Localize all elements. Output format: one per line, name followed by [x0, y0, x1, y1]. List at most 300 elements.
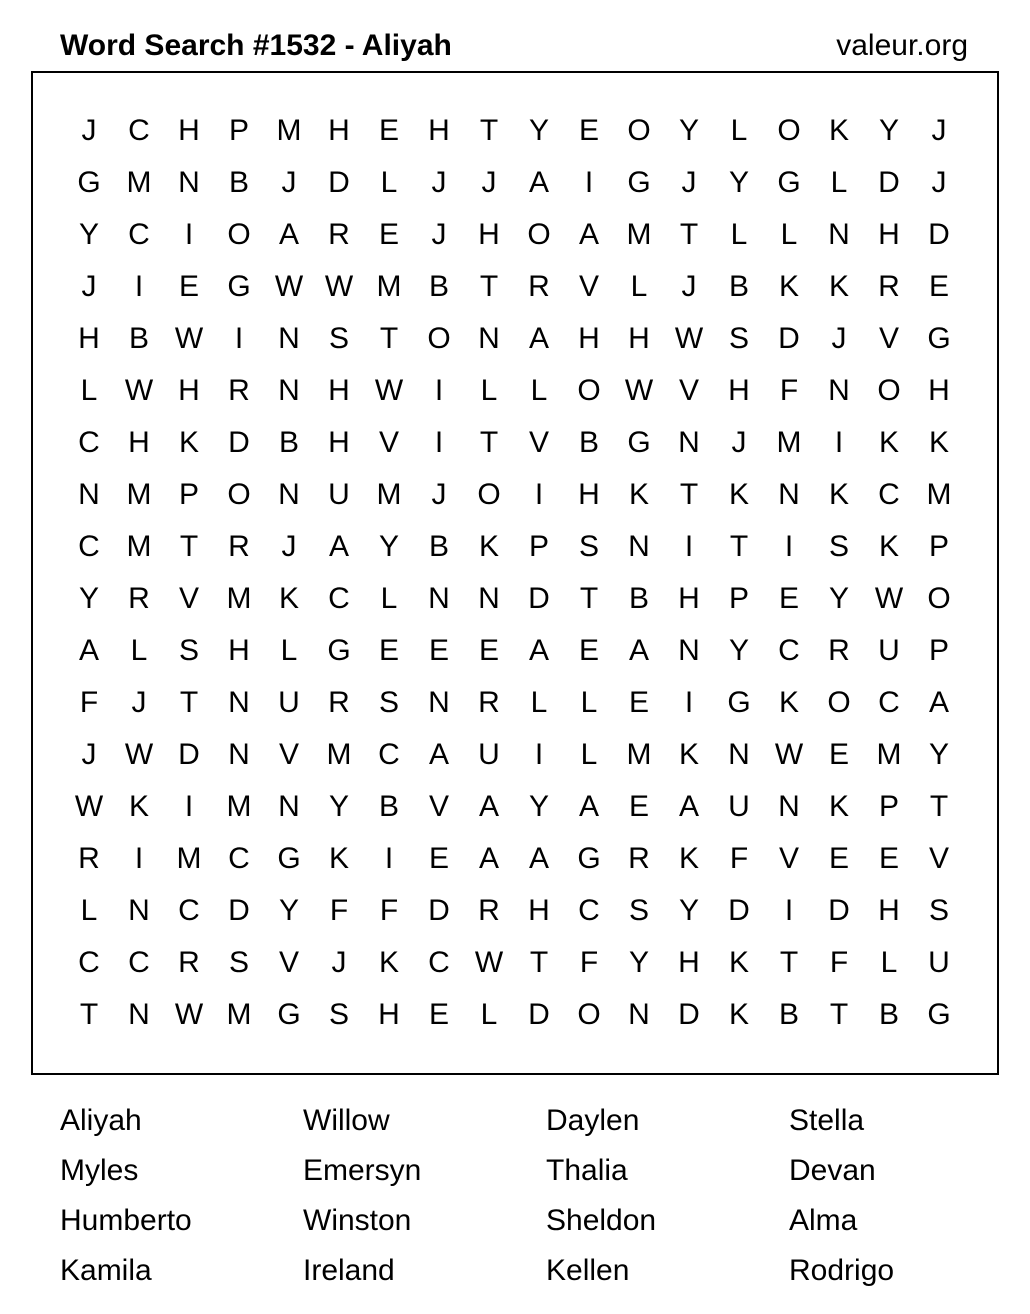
- grid-letter: I: [234, 322, 244, 355]
- grid-letter: F: [79, 686, 99, 719]
- grid-letter: N: [678, 426, 700, 459]
- grid-letter: K: [128, 790, 149, 823]
- grid-letter: R: [478, 894, 500, 927]
- grid-letter: G: [777, 166, 801, 199]
- grid-letter: B: [578, 426, 599, 459]
- grid-letter: S: [928, 894, 949, 927]
- grid-letter: N: [828, 374, 850, 407]
- grid-letter: R: [328, 686, 350, 719]
- grid-letter: R: [878, 270, 900, 303]
- grid-letter: M: [226, 790, 252, 823]
- grid-row: [64, 105, 964, 157]
- grid-letter: H: [928, 374, 950, 407]
- grid-letter: C: [578, 894, 600, 927]
- grid-letter: N: [78, 478, 100, 511]
- grid-letter: R: [628, 842, 650, 875]
- grid-letter: M: [626, 218, 652, 251]
- grid-letter: J: [81, 270, 97, 303]
- grid-letter: B: [428, 530, 449, 563]
- grid-letter: C: [178, 894, 200, 927]
- grid-letter: H: [678, 582, 700, 615]
- grid-letter: K: [378, 946, 399, 979]
- grid-letter: B: [128, 322, 149, 355]
- word-list-item: Aliyah: [60, 1104, 142, 1137]
- grid-letter: U: [728, 790, 750, 823]
- grid-letter: I: [434, 426, 444, 459]
- grid-letter: L: [880, 946, 898, 979]
- grid-letter: V: [878, 322, 899, 355]
- grid-letter: H: [578, 322, 600, 355]
- grid-letter: H: [128, 426, 150, 459]
- grid-letter: Y: [678, 894, 699, 927]
- grid-letter: J: [431, 166, 447, 199]
- grid-letter: W: [874, 582, 904, 615]
- grid-letter: K: [728, 478, 749, 511]
- grid-row: [64, 989, 964, 1041]
- grid-letter: J: [281, 530, 297, 563]
- grid-letter: K: [828, 790, 849, 823]
- grid-letter: W: [774, 738, 804, 771]
- grid-letter: W: [74, 790, 104, 823]
- grid-letter: B: [728, 270, 749, 303]
- grid-letter: H: [178, 374, 200, 407]
- grid-letter: S: [328, 998, 349, 1031]
- grid-letter: M: [776, 426, 802, 459]
- grid-letter: N: [828, 218, 850, 251]
- grid-letter: K: [728, 946, 749, 979]
- grid-letter: C: [878, 478, 900, 511]
- grid-letter: T: [679, 478, 699, 511]
- grid-letter: V: [578, 270, 599, 303]
- grid-letter: I: [434, 374, 444, 407]
- grid-letter: G: [277, 842, 301, 875]
- grid-letter: E: [928, 270, 949, 303]
- grid-letter: R: [528, 270, 550, 303]
- grid-letter: V: [428, 790, 449, 823]
- grid-letter: W: [124, 738, 154, 771]
- grid-letter: R: [128, 582, 150, 615]
- grid-letter: Y: [728, 166, 749, 199]
- grid-letter: J: [331, 946, 347, 979]
- grid-letter: N: [678, 634, 700, 667]
- grid-letter: R: [228, 530, 250, 563]
- grid-letter: K: [728, 998, 749, 1031]
- grid-letter: I: [584, 166, 594, 199]
- grid-letter: R: [328, 218, 350, 251]
- word-list-item: Sheldon: [546, 1204, 657, 1237]
- word-list-item: Winston: [303, 1204, 412, 1237]
- grid-letter: J: [431, 478, 447, 511]
- grid-letter: A: [428, 738, 449, 771]
- grid-letter: V: [778, 842, 799, 875]
- grid-letter: Y: [678, 114, 699, 147]
- grid-letter: E: [828, 842, 849, 875]
- puzzle-title: Word Search #1532 - Aliyah: [60, 29, 452, 62]
- grid-letter: T: [579, 582, 599, 615]
- grid-letter: M: [926, 478, 952, 511]
- grid-letter: N: [778, 790, 800, 823]
- grid-letter: G: [627, 426, 651, 459]
- grid-letter: R: [828, 634, 850, 667]
- grid-letter: A: [478, 790, 499, 823]
- grid-letter: J: [681, 166, 697, 199]
- grid-letter: N: [728, 738, 750, 771]
- grid-letter: C: [128, 218, 150, 251]
- grid-letter: J: [931, 166, 947, 199]
- grid-letter: G: [227, 270, 251, 303]
- grid-letter: S: [178, 634, 199, 667]
- grid-letter: T: [729, 530, 749, 563]
- grid-letter: P: [928, 530, 949, 563]
- grid-letter: A: [628, 634, 649, 667]
- grid-letter: A: [578, 790, 599, 823]
- grid-letter: W: [274, 270, 304, 303]
- grid-letter: J: [731, 426, 747, 459]
- grid-letter: K: [478, 530, 499, 563]
- word-list-item: Thalia: [546, 1154, 628, 1187]
- grid-letter: G: [327, 634, 351, 667]
- grid-letter: J: [281, 166, 297, 199]
- grid-letter: C: [78, 426, 100, 459]
- grid-letter: B: [228, 166, 249, 199]
- grid-letter: O: [227, 478, 251, 511]
- grid-letter: N: [278, 478, 300, 511]
- grid-letter: P: [728, 582, 749, 615]
- grid-letter: T: [479, 270, 499, 303]
- grid-letter: E: [628, 790, 649, 823]
- grid-letter: V: [678, 374, 699, 407]
- grid-letter: A: [928, 686, 949, 719]
- grid-letter: K: [328, 842, 349, 875]
- grid-letter: T: [529, 946, 549, 979]
- grid-letter: L: [80, 374, 98, 407]
- grid-row: [64, 677, 964, 729]
- grid-letter: K: [628, 478, 649, 511]
- grid-letter: T: [79, 998, 99, 1031]
- grid-letter: R: [478, 686, 500, 719]
- grid-letter: H: [328, 374, 350, 407]
- word-list-item: Emersyn: [303, 1154, 422, 1187]
- grid-letter: K: [878, 530, 899, 563]
- grid-letter: J: [681, 270, 697, 303]
- grid-letter: V: [278, 738, 299, 771]
- grid-letter: Y: [528, 114, 549, 147]
- grid-letter: U: [478, 738, 500, 771]
- grid-letter: F: [729, 842, 749, 875]
- grid-letter: C: [878, 686, 900, 719]
- grid-letter: W: [674, 322, 704, 355]
- grid-letter: H: [178, 114, 200, 147]
- grid-letter: M: [876, 738, 902, 771]
- grid-letter: D: [828, 894, 850, 927]
- grid-letter: E: [878, 842, 899, 875]
- grid-letter: N: [128, 998, 150, 1031]
- grid-letter: T: [829, 998, 849, 1031]
- grid-letter: N: [628, 998, 650, 1031]
- grid-letter: J: [931, 114, 947, 147]
- grid-letter: H: [528, 894, 550, 927]
- grid-letter: O: [777, 114, 801, 147]
- grid-letter: B: [628, 582, 649, 615]
- grid-letter: I: [534, 478, 544, 511]
- grid-letter: N: [228, 738, 250, 771]
- grid-letter: C: [128, 114, 150, 147]
- grid-letter: R: [228, 374, 250, 407]
- word-list-item: Kellen: [546, 1254, 630, 1287]
- grid-letter: L: [130, 634, 148, 667]
- grid-letter: V: [278, 946, 299, 979]
- word-list-item: Daylen: [546, 1104, 640, 1137]
- grid-letter: E: [578, 114, 599, 147]
- grid-letter: K: [928, 426, 949, 459]
- grid-row: [64, 729, 964, 781]
- grid-letter: A: [578, 218, 599, 251]
- grid-letter: Y: [928, 738, 949, 771]
- grid-row: [64, 313, 964, 365]
- grid-letter: H: [678, 946, 700, 979]
- grid-letter: Y: [728, 634, 749, 667]
- grid-row: [64, 885, 964, 937]
- grid-letter: V: [378, 426, 399, 459]
- grid-letter: E: [628, 686, 649, 719]
- grid-row: [64, 781, 964, 833]
- grid-letter: Y: [78, 218, 99, 251]
- grid-letter: I: [184, 790, 194, 823]
- grid-letter: T: [179, 530, 199, 563]
- grid-letter: N: [478, 322, 500, 355]
- grid-letter: D: [728, 894, 750, 927]
- grid-letter: T: [929, 790, 949, 823]
- grid-letter: J: [81, 738, 97, 771]
- grid-letter: C: [378, 738, 400, 771]
- grid-letter: D: [328, 166, 350, 199]
- grid-letter: Y: [328, 790, 349, 823]
- grid-letter: J: [431, 218, 447, 251]
- grid-letter: O: [427, 322, 451, 355]
- word-list-item: Alma: [789, 1204, 858, 1237]
- grid-letter: P: [228, 114, 249, 147]
- grid-letter: M: [276, 114, 302, 147]
- grid-letter: D: [678, 998, 700, 1031]
- word-list-item: Devan: [789, 1154, 876, 1187]
- grid-letter: H: [328, 426, 350, 459]
- grid-letter: T: [679, 218, 699, 251]
- grid-letter: D: [428, 894, 450, 927]
- grid-letter: E: [378, 218, 399, 251]
- grid-letter: S: [828, 530, 849, 563]
- grid-letter: T: [479, 114, 499, 147]
- grid-letter: E: [478, 634, 499, 667]
- grid-letter: D: [778, 322, 800, 355]
- grid-letter: Y: [528, 790, 549, 823]
- grid-letter: C: [78, 530, 100, 563]
- grid-letter: G: [727, 686, 751, 719]
- grid-letter: P: [878, 790, 899, 823]
- grid-letter: A: [528, 166, 549, 199]
- grid-letter: I: [784, 530, 794, 563]
- grid-row: [64, 521, 964, 573]
- grid-letter: O: [577, 998, 601, 1031]
- grid-letter: D: [878, 166, 900, 199]
- grid-letter: T: [479, 426, 499, 459]
- grid-letter: K: [828, 478, 849, 511]
- grid-letter: L: [730, 218, 748, 251]
- grid-letter: W: [124, 374, 154, 407]
- grid-row: [64, 417, 964, 469]
- grid-letter: L: [530, 374, 548, 407]
- grid-letter: H: [378, 998, 400, 1031]
- grid-letter: B: [278, 426, 299, 459]
- grid-letter: V: [928, 842, 949, 875]
- grid-letter: A: [328, 530, 349, 563]
- grid-letter: O: [927, 582, 951, 615]
- word-list-item: Ireland: [303, 1254, 395, 1287]
- grid-letter: A: [278, 218, 299, 251]
- grid-letter: D: [928, 218, 950, 251]
- grid-row: [64, 573, 964, 625]
- grid-letter: M: [176, 842, 202, 875]
- grid-row: [64, 469, 964, 521]
- grid-letter: G: [77, 166, 101, 199]
- grid-letter: L: [480, 998, 498, 1031]
- grid-letter: F: [579, 946, 599, 979]
- grid-letter: Y: [828, 582, 849, 615]
- grid-letter: G: [577, 842, 601, 875]
- grid-letter: U: [928, 946, 950, 979]
- grid-letter: S: [228, 946, 249, 979]
- grid-letter: O: [577, 374, 601, 407]
- grid-letter: M: [376, 478, 402, 511]
- grid-letter: L: [380, 166, 398, 199]
- grid-letter: M: [226, 998, 252, 1031]
- grid-letter: O: [227, 218, 251, 251]
- grid-letter: Y: [878, 114, 899, 147]
- grid-letter: M: [126, 478, 152, 511]
- grid-row: [64, 157, 964, 209]
- grid-letter: I: [684, 686, 694, 719]
- grid-letter: B: [878, 998, 899, 1031]
- grid-letter: D: [528, 582, 550, 615]
- grid-letter: L: [580, 686, 598, 719]
- grid-row: [64, 261, 964, 313]
- grid-letter: W: [174, 322, 204, 355]
- grid-letter: I: [184, 218, 194, 251]
- grid-letter: O: [477, 478, 501, 511]
- grid-letter: L: [80, 894, 98, 927]
- grid-letter: W: [174, 998, 204, 1031]
- grid-letter: J: [131, 686, 147, 719]
- grid-letter: C: [428, 946, 450, 979]
- grid-letter: S: [578, 530, 599, 563]
- grid-letter: F: [779, 374, 799, 407]
- grid-letter: G: [627, 166, 651, 199]
- word-list: [60, 1098, 1030, 1298]
- grid-letter: P: [928, 634, 949, 667]
- grid-letter: T: [779, 946, 799, 979]
- word-list-item: Rodrigo: [789, 1254, 895, 1287]
- grid-letter: E: [428, 634, 449, 667]
- grid-letter: N: [278, 374, 300, 407]
- grid-letter: L: [530, 686, 548, 719]
- grid-letter: G: [927, 998, 951, 1031]
- grid-letter: L: [730, 114, 748, 147]
- grid-letter: Y: [378, 530, 399, 563]
- grid-letter: T: [379, 322, 399, 355]
- letter-grid: [64, 105, 964, 1041]
- grid-letter: O: [527, 218, 551, 251]
- grid-letter: E: [428, 842, 449, 875]
- grid-letter: M: [626, 738, 652, 771]
- grid-letter: W: [624, 374, 654, 407]
- grid-letter: H: [428, 114, 450, 147]
- grid-letter: N: [128, 894, 150, 927]
- grid-letter: L: [780, 218, 798, 251]
- grid-letter: V: [178, 582, 199, 615]
- grid-letter: N: [278, 790, 300, 823]
- grid-letter: C: [78, 946, 100, 979]
- grid-letter: E: [378, 114, 399, 147]
- grid-letter: L: [280, 634, 298, 667]
- grid-letter: R: [178, 946, 200, 979]
- grid-letter: D: [228, 426, 250, 459]
- grid-letter: E: [778, 582, 799, 615]
- grid-letter: N: [628, 530, 650, 563]
- grid-letter: D: [228, 894, 250, 927]
- grid-letter: N: [278, 322, 300, 355]
- grid-letter: W: [374, 374, 404, 407]
- grid-letter: K: [828, 114, 849, 147]
- grid-letter: H: [878, 894, 900, 927]
- grid-letter: H: [328, 114, 350, 147]
- grid-letter: P: [528, 530, 549, 563]
- grid-letter: T: [179, 686, 199, 719]
- grid-letter: I: [384, 842, 394, 875]
- grid-letter: M: [326, 738, 352, 771]
- grid-letter: Y: [78, 582, 99, 615]
- grid-letter: I: [784, 894, 794, 927]
- grid-letter: S: [628, 894, 649, 927]
- grid-letter: K: [178, 426, 199, 459]
- grid-letter: L: [630, 270, 648, 303]
- grid-letter: O: [627, 114, 651, 147]
- grid-letter: A: [528, 842, 549, 875]
- grid-letter: C: [778, 634, 800, 667]
- site-name: valeur.org: [836, 29, 968, 62]
- grid-letter: I: [134, 270, 144, 303]
- grid-letter: O: [827, 686, 851, 719]
- grid-letter: O: [877, 374, 901, 407]
- grid-letter: H: [228, 634, 250, 667]
- grid-letter: L: [480, 374, 498, 407]
- word-list-item: Myles: [60, 1154, 139, 1187]
- grid-letter: M: [226, 582, 252, 615]
- grid-letter: U: [278, 686, 300, 719]
- grid-letter: H: [78, 322, 100, 355]
- grid-row: [64, 833, 964, 885]
- grid-letter: K: [278, 582, 299, 615]
- grid-letter: K: [778, 686, 799, 719]
- grid-letter: N: [428, 582, 450, 615]
- grid-letter: J: [81, 114, 97, 147]
- grid-letter: M: [126, 530, 152, 563]
- grid-letter: H: [578, 478, 600, 511]
- grid-letter: U: [328, 478, 350, 511]
- grid-letter: E: [378, 634, 399, 667]
- grid-letter: A: [478, 842, 499, 875]
- grid-letter: J: [481, 166, 497, 199]
- grid-letter: W: [474, 946, 504, 979]
- grid-letter: M: [126, 166, 152, 199]
